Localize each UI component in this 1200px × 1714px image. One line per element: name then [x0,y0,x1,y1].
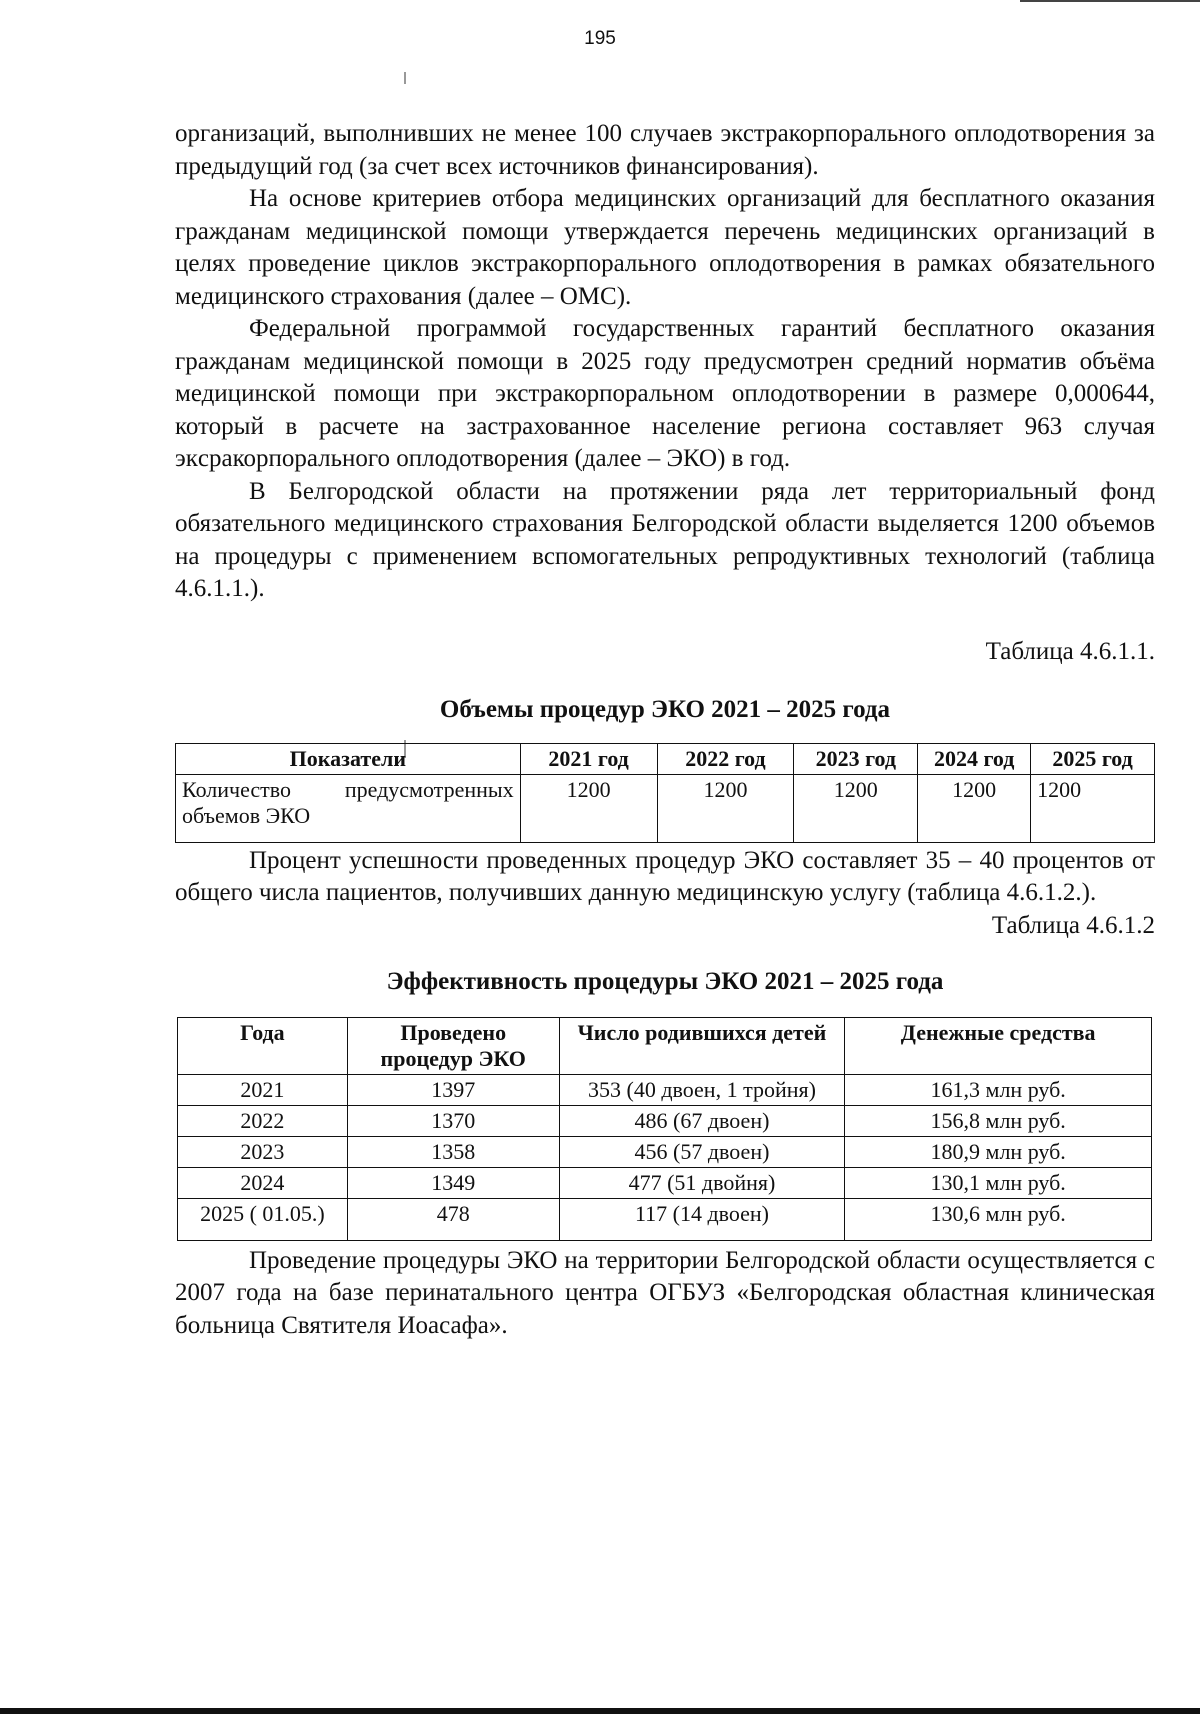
table-cell: 353 (40 двоен, 1 тройня) [559,1074,845,1105]
table-cell: 1200 [794,774,918,842]
header-cell: Денежные средства [845,1017,1152,1074]
table-ivf-volumes [175,743,1155,843]
table-row [176,774,1155,842]
table-row [178,1167,1152,1198]
table-ivf-effectiveness [177,1017,1152,1241]
paragraph-5: Процент успешности проведенных процедур ЭКО составляет 35 – 40 процентов от общего числа пациентов, получивших данную медицинскую услугу (таблица 4.6.1.2.). [175,846,1155,906]
table-cell: 1200 [1031,774,1155,842]
table2-title: Эффективность процедуры ЭКО 2021 – 2025 года [386,968,944,995]
table-cell: 180,9 млн руб. [845,1136,1152,1167]
table-row [178,1136,1152,1167]
table-cell: 130,6 млн руб. [845,1198,1152,1240]
paragraph-1: организаций, выполнивших не менее 100 случаев экстракорпорального оплодотворения за предыдущий год (за счет всех источников финансирования). [175,120,1155,180]
table-cell: 456 (57 двоен) [559,1136,845,1167]
table-cell: 1349 [347,1167,559,1198]
table-header-row [176,743,1155,774]
header-cell: 2025 год [1031,743,1155,774]
table-cell: 2023 [178,1136,348,1167]
table-cell: 1200 [918,774,1031,842]
page-number: 195 [584,28,616,49]
table-row [178,1198,1152,1240]
table-cell: 156,8 млн руб. [845,1105,1152,1136]
table-cell: Количество предусмотренных объемов ЭКО [176,774,521,842]
document-body [175,118,1155,1342]
paragraph-6: Проведение процедуры ЭКО на территории Белгородской области осуществляется с 2007 года на базе перинатального центра ОГБУЗ «Белгородская областная клиническая больница Святителя Иоасафа». [175,1246,1155,1339]
table-cell: 486 (67 двоен) [559,1105,845,1136]
header-cell: Число родившихся детей [559,1017,845,1074]
header-cell: 2021 год [520,743,657,774]
table-cell: 161,3 млн руб. [845,1074,1152,1105]
table-cell: 130,1 млн руб. [845,1167,1152,1198]
header-cell: Года [178,1017,348,1074]
table-cell: 2025 ( 01.05.) [178,1198,348,1240]
paragraph-2: На основе критериев отбора медицинских организаций для бесплатного оказания гражданам медицинской помощи утверждается перечень медицинских организаций в целях проведение циклов экстракорпорального оплодотворения в рамках обязательного медицинского страхования (далее – ОМС). [175,185,1155,310]
table-cell: 1200 [657,774,794,842]
table-row [178,1074,1152,1105]
paragraph-4: В Белгородской области на протяжении ряда лет территориальный фонд обязательного медицинского страхования Белгородской области выделяется 1200 объемов на процедуры с применением вспомогательных репродуктивных технологий (таблица 4.6.1.1.). [175,477,1155,602]
table-cell: 477 (51 двойня) [559,1167,845,1198]
table-cell: 2021 [178,1074,348,1105]
header-cell: 2023 год [794,743,918,774]
table-cell: 1397 [347,1074,559,1105]
table-row [178,1105,1152,1136]
table1-label: Таблица 4.6.1.1. [985,637,1155,665]
scan-mark [404,72,406,84]
header-cell: 2022 год [657,743,794,774]
table-cell: 1358 [347,1136,559,1167]
table-cell: 1370 [347,1105,559,1136]
scan-edge-top [1020,0,1200,2]
table-cell: 478 [347,1198,559,1240]
table-cell: 2022 [178,1105,348,1136]
table2-label: Таблица 4.6.1.2 [991,911,1155,939]
table-cell: 1200 [520,774,657,842]
table1-title: Объемы процедур ЭКО 2021 – 2025 года [439,696,891,723]
table-header-row [178,1017,1152,1074]
header-cell: Проведено процедур ЭКО [347,1017,559,1074]
table-cell: 2024 [178,1167,348,1198]
table-cell: 117 (14 двоен) [559,1198,845,1240]
header-cell: Показатели [176,743,521,774]
scan-edge-bottom [0,1708,1200,1714]
paragraph-3: Федеральной программой государственных гарантий бесплатного оказания гражданам медицинской помощи в 2025 году предусмотрен средний норматив объёма медицинской помощи при экстракорпоральном оплодотворении в размере 0,000644, который в расчете на застрахованное население региона составляет 963 случая экcракорпорального оплодотворения (далее – ЭКО) в год. [175,315,1155,472]
header-cell: 2024 год [918,743,1031,774]
